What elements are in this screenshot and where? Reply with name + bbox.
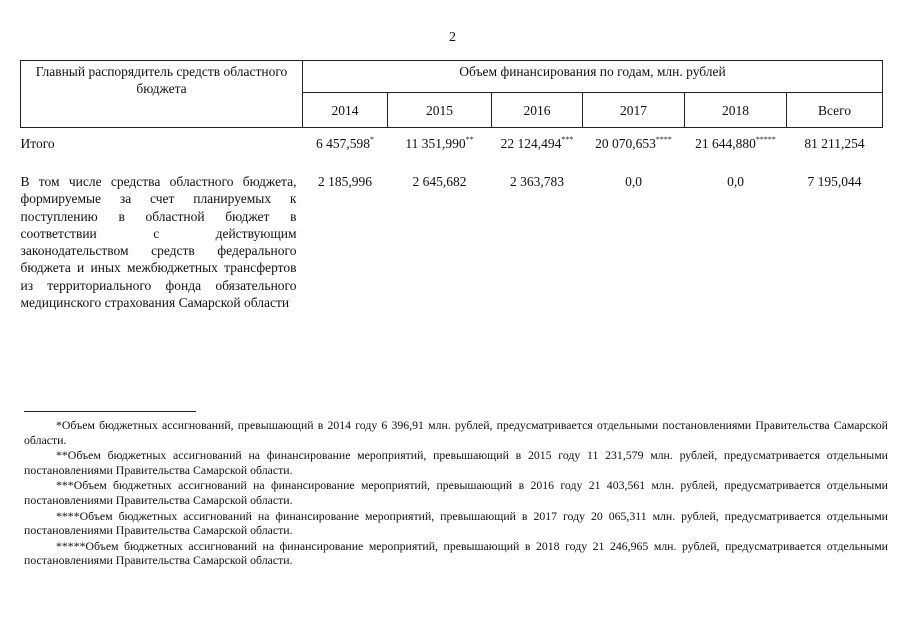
row-label: В том числе средства областного бюджета, формируемые за счет планируемых к поступлению в областной бюджет в соответствии с действующим законодательством средств федерального бюджета и иных межбюджетных трансфертов из территориального фонда обязательного медицинского страхования Самарской области [20,174,297,311]
footnote: *****Объем бюджетных ассигнований на финансирование мероприятий, превышающий в 2018 году 21 246,965 млн. рублей, предусматривается отдельными постановлениями Правительства Самарской области. [24,538,888,568]
footnote: **Объем бюджетных ассигнований на финансирование мероприятий, превышающий в 2015 году 11 231,579 млн. рублей, предусматривается отдельными постановлениями Правительства Самарской области. [24,448,888,477]
footnote: *Объем бюджетных ассигнований, превышающий в 2014 году 6 396,91 млн. рублей, предусматривается отдельными постановлениями Правительства Самарской области. [24,418,888,447]
table-cell: 81 211,254 [804,136,865,151]
table-row-total [21,128,883,164]
table-cell: 0,0 [727,174,744,189]
table-cell: 20 070,653**** [595,134,672,151]
header-total: Всего [787,93,883,128]
header-year: 2014 [303,93,388,128]
footnote-divider [24,411,196,412]
footnote-mark: * [370,134,374,144]
footnotes [24,418,888,569]
header-financing-by-year: Объем финансирования по годам, млн. рублей [303,61,883,93]
header-year: 2017 [583,93,685,128]
table-row-regional-funds [21,163,883,311]
header-year: 2018 [685,93,787,128]
table-cell: 2 645,682 [412,174,467,189]
table-cell: 11 351,990** [405,134,474,151]
table-cell: 22 124,494*** [500,134,574,151]
table-cell: 6 457,598* [316,134,374,151]
table-cell: 2 363,783 [510,174,564,189]
header-budget-manager: Главный распорядитель средств областного бюджета [21,61,303,128]
financing-table [20,60,883,311]
table-cell: 7 195,044 [807,174,862,189]
table-cell: 2 185,996 [318,174,372,189]
footnote-mark: ***** [755,134,776,144]
row-label: Итого [20,136,55,151]
footnote-mark: ** [465,134,474,144]
footnote: ***Объем бюджетных ассигнований на финансирование мероприятий, превышающий в 2016 году 21 403,561 млн. рублей, предусматривается отдельными постановлениями Правительства Самарской области. [24,478,888,507]
table-cell: 0,0 [625,174,642,189]
footnote-mark: *** [561,134,574,144]
table-cell: 21 644,880***** [695,134,776,151]
footnote-mark: **** [655,134,672,144]
page-number: 2 [449,30,456,45]
header-year: 2015 [388,93,492,128]
header-year: 2016 [492,93,583,128]
footnote: ****Объем бюджетных ассигнований на финансирование мероприятий, превышающий в 2017 году 20 065,311 млн. рублей, предусматривается отдельными постановлениями Правительства Самарской области. [24,508,888,538]
